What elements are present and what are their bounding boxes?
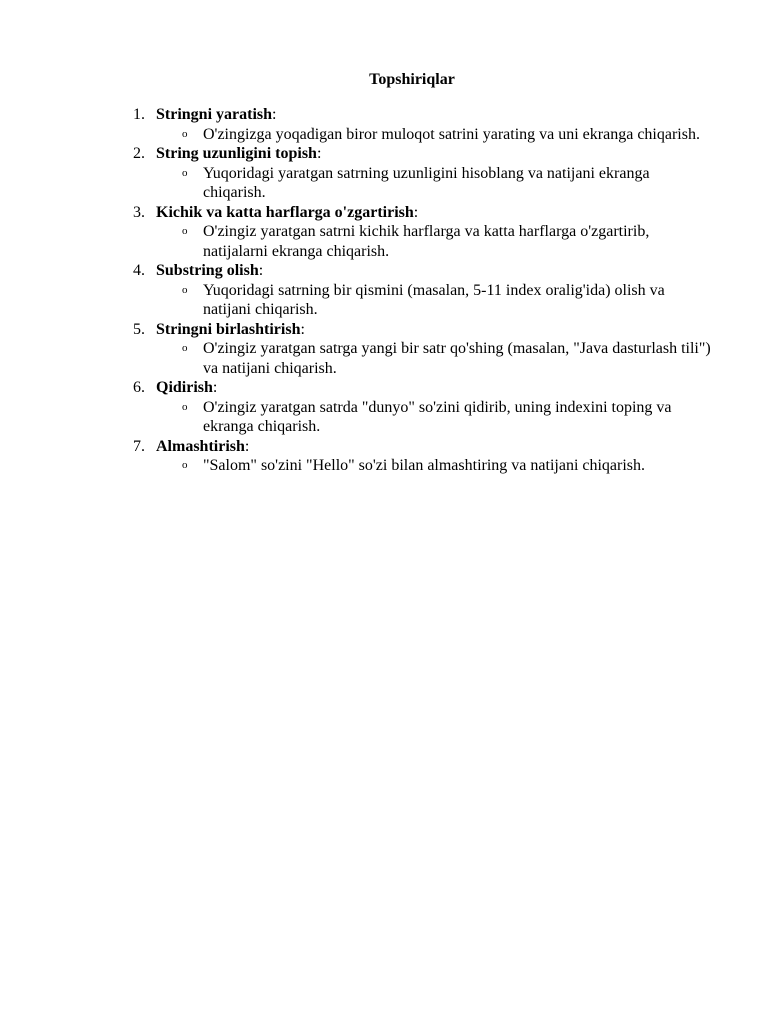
task-name: Stringni birlashtirish [156, 320, 301, 338]
bullet-icon: o [182, 459, 188, 471]
bullet-icon: o [182, 225, 188, 237]
task-item-3 [133, 203, 713, 262]
page-title: Topshiriqlar [369, 71, 455, 88]
task-name: Qidirish [156, 379, 213, 396]
task-description-item [156, 222, 713, 261]
task-colon: : [212, 379, 218, 396]
task-sublist [156, 164, 713, 203]
task-number: 3. [133, 203, 145, 221]
task-number: 2. [133, 145, 145, 162]
task-description-item [156, 125, 713, 145]
task-number: 7. [133, 437, 145, 455]
task-description: Yuqoridagi yaratgan satrning uzunligini hisoblang va natijani ekranga chiqarish. [203, 164, 650, 201]
task-description: "Salom" so'zini "Hello" so'zi bilan almashtiring va natijani chiqarish. [203, 457, 646, 474]
task-description: O'zingiz yaratgan satrga yangi bir satr qo'shing (masalan, "Java dasturlash tili") va natijani chiqarish. [203, 340, 711, 377]
task-description: O'zingizga yoqadigan biror muloqot satrini yarating va uni ekranga chiqarish. [203, 125, 700, 143]
task-description-item [156, 164, 713, 203]
task-list [133, 105, 713, 476]
task-description: Yuqoridagi satrning bir qismini (masalan, 5-11 index oralig'ida) olish va natijani chiqarish. [203, 281, 665, 318]
task-number: 5. [133, 320, 145, 338]
bullet-icon: o [182, 400, 188, 413]
task-description-item [156, 339, 713, 378]
bullet-icon: o [182, 166, 188, 179]
task-name: Stringni yaratish [156, 106, 273, 123]
task-sublist [156, 398, 713, 437]
task-item-4 [133, 261, 713, 320]
task-number: 6. [133, 379, 145, 396]
task-name: Almashtirish [156, 437, 245, 455]
task-item-6 [133, 378, 713, 437]
task-colon: : [244, 437, 250, 455]
task-name: Kichik va katta harflarga o'zgartirish [156, 203, 414, 221]
task-description-item [156, 456, 713, 476]
task-item-7 [133, 437, 713, 476]
task-colon: : [258, 262, 264, 279]
task-sublist [156, 456, 713, 476]
task-sublist [156, 281, 713, 320]
task-colon: : [316, 145, 322, 162]
task-description-item [156, 398, 713, 437]
task-item-5 [133, 320, 713, 379]
task-name: Substring olish [156, 262, 259, 279]
task-number: 1. [133, 106, 145, 123]
task-description: O'zingiz yaratgan satrda "dunyo" so'zini qidirib, uning indexini toping va ekranga chiqarish. [203, 398, 672, 435]
task-colon: : [272, 106, 277, 123]
task-sublist [156, 339, 713, 378]
task-colon: : [413, 203, 419, 221]
bullet-icon: o [182, 127, 188, 140]
task-number: 4. [133, 262, 145, 279]
task-sublist [156, 222, 713, 261]
task-name: String uzunligini topish [156, 145, 317, 162]
bullet-icon: o [182, 342, 188, 354]
task-sublist [156, 125, 713, 145]
task-colon: : [300, 320, 305, 338]
bullet-icon: o [182, 283, 188, 296]
task-item-1 [133, 105, 713, 144]
task-description-item [156, 281, 713, 320]
task-item-2 [133, 144, 713, 203]
task-description: O'zingiz yaratgan satrni kichik harflarga va katta harflarga o'zgartirib, natijalarni ekranga chiqarish. [203, 223, 650, 260]
